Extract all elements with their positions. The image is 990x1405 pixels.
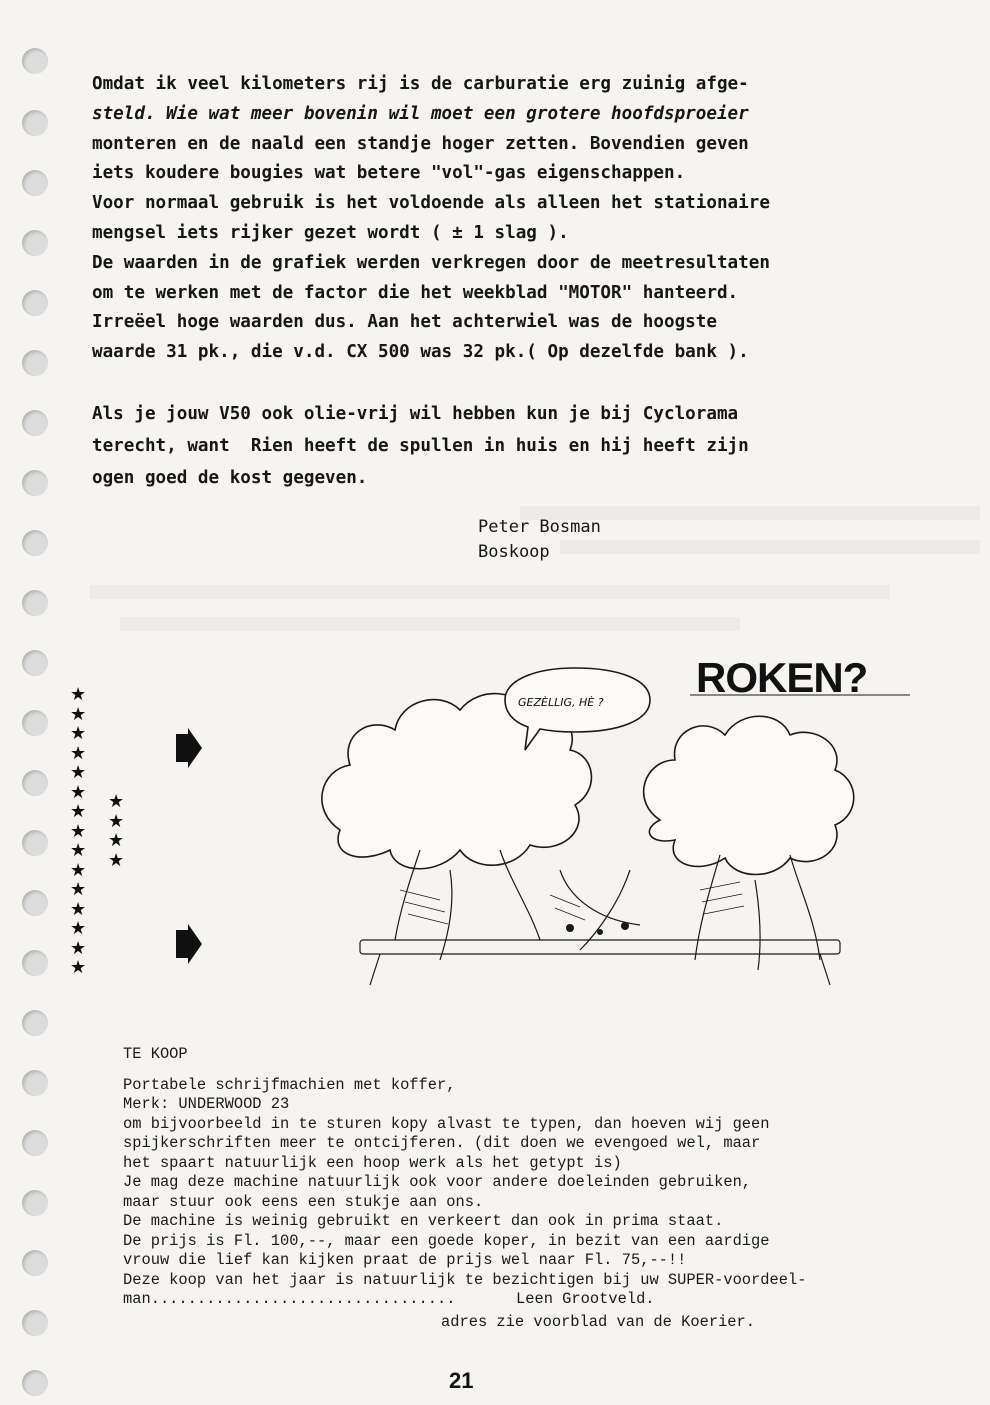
article-line: Als je jouw V50 ook olie-vrij wil hebben kun je bij Cyclorama [92, 404, 739, 424]
binder-hole [22, 890, 48, 916]
ad-line: Je mag deze machine natuurlijk ook voor andere doeleinden gebruiken, [123, 1173, 752, 1191]
star-icon: ★ [70, 820, 87, 842]
binder-hole [22, 590, 48, 616]
binder-hole [22, 650, 48, 676]
star-icon: ★ [70, 898, 87, 920]
bleed-through [560, 540, 980, 554]
binder-hole [22, 1190, 48, 1216]
binder-hole [22, 410, 48, 436]
star-icon: ★ [70, 801, 87, 822]
star-icon: ★ [70, 957, 87, 978]
star-icon: ★ [108, 810, 125, 832]
ad-line: De prijs is Fl. 100,--, maar een goede koper, in bezit van een aardige [123, 1231, 770, 1250]
star-icon: ★ [70, 703, 87, 725]
signature-name: Peter Bosman [478, 517, 601, 537]
article-line: Voor normaal gebruik is het voldoende als alleen het stationaire [92, 193, 770, 214]
article-line: monteren en de naald een standje hoger zetten. Bovendien geven [92, 133, 749, 154]
signature-place: Boskoop [478, 542, 550, 562]
binder-hole [22, 470, 48, 496]
binder-hole [22, 170, 48, 196]
ad-address: adres zie voorblad van de Koerier. [441, 1312, 756, 1331]
binder-hole [22, 710, 48, 736]
article-line: De waarden in de grafiek werden verkregen door de meetresultaten [92, 252, 770, 273]
star-icon: ★ [108, 849, 125, 871]
binder-hole [22, 950, 48, 976]
ad-line: om bijvoorbeeld in te sturen kopy alvast te typen, dan hoeven wij geen [123, 1114, 770, 1133]
binder-hole [22, 1370, 48, 1396]
article-body [92, 70, 912, 368]
star-column-left [70, 685, 86, 978]
article-line: ogen goed de kost gegeven. [92, 468, 368, 488]
article-line: om te werken met de factor die het weekblad "MOTOR" hanteerd. [92, 282, 739, 303]
star-icon: ★ [70, 918, 87, 939]
ad-line: spijkerschriften meer te ontcijferen. (dit doen we evengoed wel, maar [123, 1134, 761, 1152]
star-icon: ★ [70, 781, 87, 803]
binder-hole [22, 1010, 48, 1036]
smoking-cartoon-illustration [300, 640, 920, 990]
binder-hole [22, 230, 48, 256]
ad-title: TE KOOP [123, 1045, 188, 1063]
binder-hole [22, 110, 48, 136]
ad-line: maar stuur ook eens een stukje aan ons. [123, 1192, 484, 1211]
binder-hole [22, 1130, 48, 1156]
article-line: Irreëel hoge waarden dus. Aan het achterwiel was de hoogste [92, 312, 717, 333]
article-line: terecht, want Rien heeft de spullen in huis en hij heeft zijn [92, 436, 749, 456]
star-icon: ★ [70, 879, 87, 900]
star-column-right [108, 792, 124, 870]
star-icon: ★ [70, 840, 87, 861]
ad-line: vrouw die lief kan kijken praat de prijs wel naar Fl. 75,--!! [123, 1251, 687, 1269]
star-icon: ★ [108, 830, 125, 851]
binder-hole [22, 290, 48, 316]
star-icon: ★ [70, 937, 87, 959]
star-icon: ★ [70, 723, 87, 744]
binder-hole [22, 770, 48, 796]
binder-hole [22, 1310, 48, 1336]
article-line: mengsel iets rijker gezet wordt ( ± 1 slag ). [92, 222, 569, 243]
star-icon: ★ [70, 859, 87, 881]
arrow-right-icon [176, 728, 202, 768]
star-icon: ★ [70, 684, 87, 705]
ad-line: Deze koop van het jaar is natuurlijk te bezichtigen bij uw SUPER-voordeel- [123, 1270, 807, 1289]
ad-line: man................................. [123, 1290, 456, 1308]
page-number: 21 [449, 1368, 474, 1393]
star-icon: ★ [108, 791, 125, 812]
ad-author: Leen Grootveld. [516, 1290, 655, 1308]
article-line: waarde 31 pk., die v.d. CX 500 was 32 pk.( Op dezelfde bank ). [92, 342, 749, 363]
binder-hole [22, 350, 48, 376]
article-line: Omdat ik veel kilometers rij is de carburatie erg zuinig afge- [92, 74, 749, 94]
bleed-through [90, 585, 890, 599]
bleed-through [120, 617, 740, 631]
classified-ad [123, 1045, 923, 1332]
ad-line: Merk: UNDERWOOD 23 [123, 1095, 290, 1113]
arrow-right-icon [176, 924, 202, 964]
article-paragraph-2 [92, 398, 912, 494]
binder-hole [22, 1070, 48, 1096]
article-line: steld. Wie wat meer bovenin wil moet een grotere hoofdsproeier [92, 103, 749, 124]
signature [478, 515, 601, 565]
ad-line: Portabele schrijfmachien met koffer, [123, 1075, 456, 1094]
binder-hole [22, 530, 48, 556]
ad-line: De machine is weinig gebruikt en verkeert dan ook in prima staat. [123, 1212, 724, 1230]
article-line: iets koudere bougies wat betere "vol"-gas eigenschappen. [92, 163, 686, 184]
star-icon: ★ [70, 742, 87, 764]
ad-line: het spaart natuurlijk een hoop werk als het getypt is) [123, 1153, 622, 1172]
binder-hole [22, 1250, 48, 1276]
binder-hole [22, 48, 48, 74]
speech-bubble-text: GEZÈLLIG, HÈ ? [518, 696, 604, 709]
cartoon-headline: ROKEN? [696, 654, 868, 701]
binder-hole [22, 830, 48, 856]
star-icon: ★ [70, 762, 87, 783]
